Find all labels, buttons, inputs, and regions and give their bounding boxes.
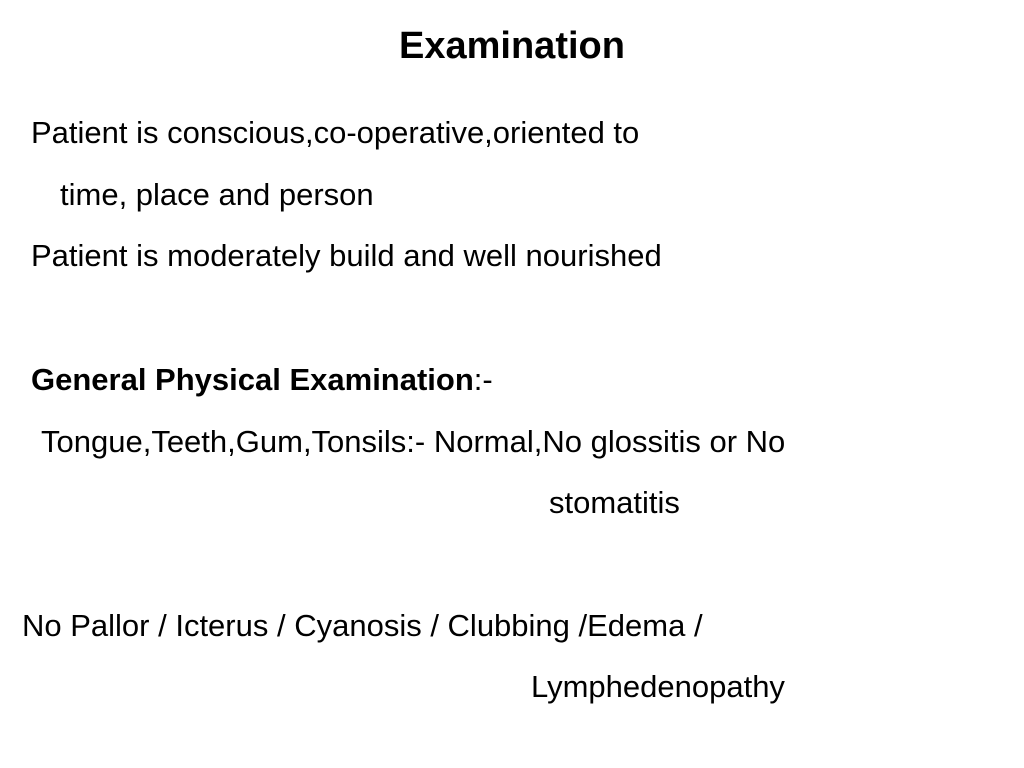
gpe-heading-suffix: :- [473,362,493,397]
negative-signs-continuation: Lymphedenopathy [531,669,785,704]
slide-title: Examination [399,25,625,67]
gpe-heading-line [31,360,493,400]
build-nourishment-line: Patient is moderately build and well nourished [31,238,662,273]
oral-exam-line: Tongue,Teeth,Gum,Tonsils:- Normal,No glossitis or No [41,424,786,459]
negative-signs-line: No Pallor / Icterus / Cyanosis / Clubbing /Edema / [22,608,703,643]
consciousness-line: Patient is conscious,co-operative,oriented to [31,115,640,150]
oral-exam-continuation: stomatitis [549,485,680,520]
orientation-line: time, place and person [60,177,374,212]
gpe-heading: General Physical Examination [31,362,474,397]
